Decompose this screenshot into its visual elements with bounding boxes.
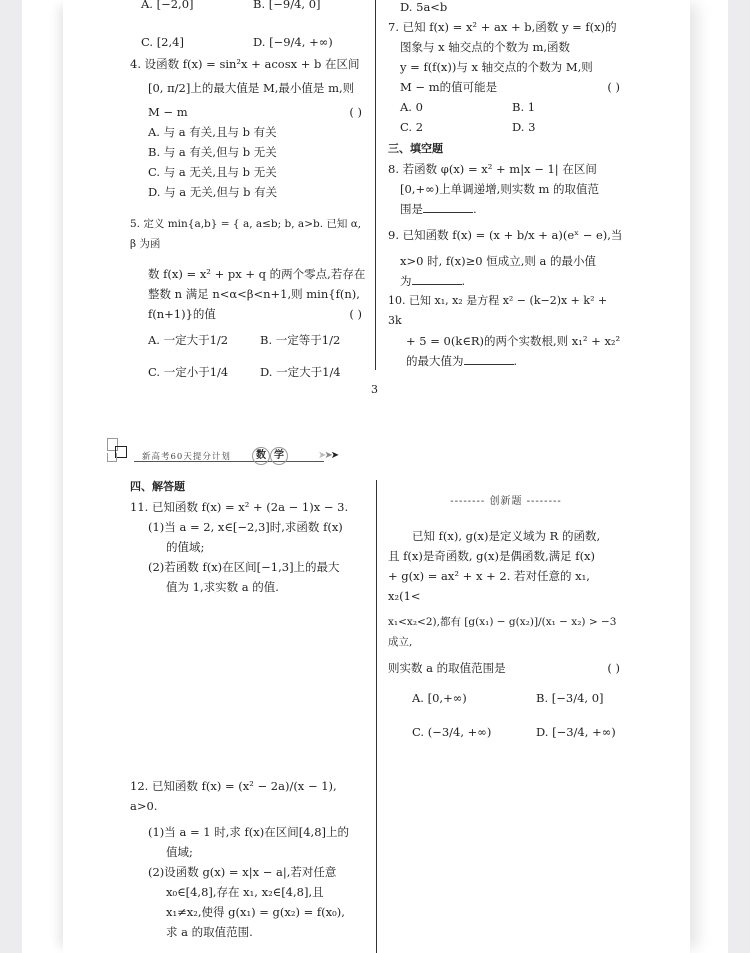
book-header — [104, 437, 364, 467]
innov-option-c: C. (−3/4, +∞) — [412, 725, 492, 739]
q5-options-row1 — [130, 330, 366, 350]
column-divider-bottom — [376, 480, 377, 953]
q5 — [130, 214, 366, 382]
top-right-column — [388, 0, 624, 371]
q3-option-c: C. [2,4] — [141, 35, 184, 49]
q6-option-d: D. 5a<b — [400, 0, 448, 14]
innov-line5: 则实数 a 的取值范围是 ( ) — [388, 658, 624, 678]
q12-part2-line4: 求 a 的取值范围. — [166, 925, 253, 939]
innovation-title: -------- 创新题 -------- — [450, 496, 562, 507]
answer-paren: ( ) — [349, 307, 362, 321]
q10-line1: 10. 已知 x₁, x₂ 是方程 x² − (k−2)x + k² + 3k — [388, 294, 608, 327]
answer-blank[interactable] — [464, 352, 514, 365]
book-title: 新高考60天提分计划 — [142, 452, 231, 462]
q4-option-d: D. 与 a 无关,但与 b 有关 — [148, 185, 278, 199]
q8-line1: 8. 若函数 φ(x) = x² + m|x − 1| 在区间 — [388, 162, 597, 176]
q4-line1: 4. 设函数 f(x) = sin²x + acosx + b 在区间 — [130, 57, 360, 71]
q5-option-d: D. 一定大于1/4 — [260, 365, 341, 379]
bottom-left-column — [130, 477, 366, 597]
column-divider-top — [375, 0, 376, 370]
innov-option-a: A. [0,+∞) — [412, 691, 467, 705]
innov-line2: 且 f(x)是奇函数, g(x)是偶函数,满足 f(x) — [388, 549, 596, 563]
q7-option-a: A. 0 — [400, 100, 423, 114]
innov-options-row1 — [388, 688, 624, 708]
innov-option-d: D. [−3/4, +∞) — [536, 725, 616, 739]
header-square-icon — [107, 453, 117, 462]
q11-part1-line1: (1)当 a = 2, x∈[−2,3]时,求函数 f(x) — [148, 520, 343, 534]
q9-line3: 为 . — [400, 274, 466, 288]
q5-line3: 整数 n 满足 n<α<β<n+1,则 min{f(n), — [148, 287, 360, 301]
q3-option-d: D. [−9/4, +∞) — [253, 35, 333, 49]
q4-line3: M − m ( ) — [130, 102, 366, 122]
answer-blank[interactable] — [423, 200, 473, 213]
q5-option-a: A. 一定大于1/2 — [148, 333, 229, 347]
q9-line2: x>0 时, f(x)≥0 恒成立,则 a 的最小值 — [400, 254, 597, 268]
q3-option-b: B. [−9/4, 0] — [253, 0, 321, 11]
q7-line4: M − m的值可能是 ( ) — [388, 77, 624, 97]
q4-option-a: A. 与 a 有关,且与 b 有关 — [148, 125, 277, 139]
q4 — [130, 54, 366, 202]
q10-line3: 的最大值为 . — [406, 354, 518, 368]
answer-blank[interactable] — [412, 272, 462, 285]
q11-part2-line2: 值为 1,求实数 a 的值. — [166, 580, 279, 594]
page-number: 3 — [371, 383, 378, 396]
q7-options-row1 — [388, 97, 624, 117]
section4-title: 四、解答题 — [130, 480, 185, 493]
arrow-icons: ➤➤➤ — [318, 450, 338, 461]
answer-paren: ( ) — [607, 80, 620, 94]
q5-option-b: B. 一定等于1/2 — [260, 333, 341, 347]
q12-part2-line1: (2)设函数 g(x) = x|x − a|,若对任意 — [148, 865, 337, 879]
q5-options-row2 — [130, 362, 366, 382]
q7-line2: 图象与 x 轴交点的个数为 m,函数 — [400, 40, 571, 54]
q11-stem: 11. 已知函数 f(x) = x² + (2a − 1)x − 3. — [130, 500, 349, 514]
q8-line2: [0,+∞)上单调递增,则实数 m 的取值范 — [400, 182, 600, 196]
q10-line2: + 5 = 0(k∈R)的两个实数根,则 x₁² + x₂² — [406, 334, 621, 348]
q4-line2: [0, π/2]上的最大值是 M,最小值是 m,则 — [148, 81, 355, 95]
q4-option-b: B. 与 a 有关,但与 b 无关 — [148, 145, 277, 159]
subject-badge: 数 — [252, 447, 270, 465]
subject-badge: 学 — [270, 447, 288, 465]
q7-option-c: C. 2 — [400, 120, 424, 134]
q5-option-c: C. 一定小于1/4 — [148, 365, 229, 379]
answer-paren: ( ) — [607, 661, 620, 675]
q12 — [130, 776, 366, 942]
q9-line1: 9. 已知函数 f(x) = (x + b/x + a)(eˣ − e),当 — [388, 228, 623, 242]
q8-line3: 围是 . — [400, 202, 477, 216]
q11-part2-line1: (2)若函数 f(x)在区间[−1,3]上的最大 — [148, 560, 340, 574]
section3-title: 三、填空题 — [388, 142, 443, 155]
q12-part1-line2: 值域; — [166, 845, 193, 859]
q4-option-c: C. 与 a 无关,且与 b 无关 — [148, 165, 277, 179]
q12-part1-line1: (1)当 a = 1 时,求 f(x)在区间[4,8]上的 — [148, 825, 350, 839]
innov-line4: x₁<x₂<2),都有 [g(x₁) − g(x₂)]/(x₁ − x₂) > −3 成立, — [388, 616, 617, 648]
q12-stem: 12. 已知函数 f(x) = (x² − 2a)/(x − 1), a>0. — [130, 779, 337, 813]
q11-part1-line2: 的值域; — [166, 540, 205, 554]
q7-option-d: D. 3 — [512, 120, 536, 134]
innov-options-row2 — [388, 722, 624, 742]
bottom-right-column — [388, 486, 624, 742]
answer-paren: ( ) — [349, 105, 362, 119]
q5-line1: 5. 定义 min{a,b} = { a, a≤b; b, a>b. 已知 α, β 为函 — [130, 218, 362, 250]
q7-option-b: B. 1 — [512, 100, 536, 114]
q5-line2: 数 f(x) = x² + px + q 的两个零点,若存在 — [148, 267, 366, 281]
q12-part2-line2: x₀∈[4,8],存在 x₁, x₂∈[4,8],且 — [166, 885, 324, 899]
q3-option-a: A. [−2,0] — [141, 0, 194, 11]
q7-options-row2 — [388, 117, 624, 137]
top-left-column — [141, 0, 366, 52]
innov-line3: + g(x) = ax² + x + 2. 若对任意的 x₁, x₂(1< — [388, 569, 590, 603]
q5-line4: f(n+1)}的值 ( ) — [130, 304, 366, 324]
q3-options-row2 — [141, 32, 366, 52]
q7-line1: 7. 已知 f(x) = x² + ax + b,函数 y = f(x)的 — [388, 20, 617, 34]
innov-line1: 已知 f(x), g(x)是定义域为 R 的函数, — [412, 529, 601, 543]
q12-part2-line3: x₁≠x₂,使得 g(x₁) = g(x₂) = f(x₀), — [166, 905, 345, 919]
q7-line3: y = f(f(x))与 x 轴交点的个数为 M,则 — [400, 60, 593, 74]
q3-options-row1 — [141, 0, 366, 14]
innov-option-b: B. [−3/4, 0] — [536, 691, 604, 705]
